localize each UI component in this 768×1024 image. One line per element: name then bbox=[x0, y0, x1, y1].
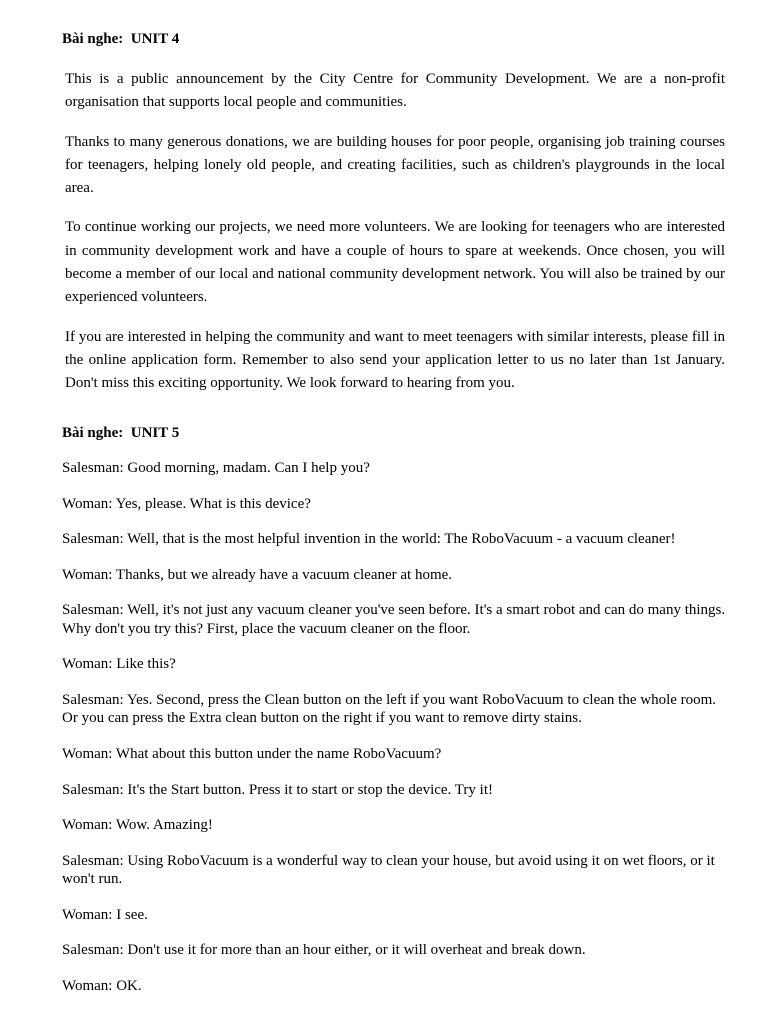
dialogue-line: Woman: OK. bbox=[62, 977, 142, 994]
unit4-transcript bbox=[65, 68, 725, 412]
unit4-paragraph-1: This is a public announcement by the City Centre for Community Development. We are a non-profit organisation that supports local people and communities. bbox=[65, 71, 725, 111]
dialogue-line: Salesman: Yes. Second, press the Clean button on the left if you want RoboVacuum to clean the whole room. Or you can press the Extra clean button on the right if you want to remove dirty stains. bbox=[62, 691, 717, 727]
dialogue-line: Salesman: Good morning, madam. Can I help you? bbox=[62, 460, 370, 476]
dialogue-line: Salesman: It's the Start button. Press it to start or stop the device. Try it! bbox=[62, 781, 494, 798]
dialogue-line: Woman: Like this? bbox=[62, 656, 176, 673]
dialogue-line: Salesman: Don't use it for more than an hour either, or it will overheat and break down. bbox=[62, 942, 586, 959]
unit4-paragraph-4: If you are interested in helping the community and want to meet teenagers with similar interests, please fill in the online application form. Remember to also send your application letter to us no later than 1st January. Don't miss this exciting opportunity. We look forward to hearing from you. bbox=[65, 328, 725, 392]
dialogue-line: Woman: What about this button under the name RoboVacuum? bbox=[62, 745, 442, 762]
unit5-heading: Bài nghe: UNIT 5 bbox=[62, 425, 180, 441]
unit4-paragraph-3: To continue working our projects, we need more volunteers. We are looking for teenagers who are interested in community development work and have a couple of hours to spare at weekends. Once chosen, you will become a member of our local and national community development network. You will also be trained by our experienced volunteers. bbox=[65, 219, 725, 306]
unit4-paragraph-2: Thanks to many generous donations, we are building houses for poor people, organising job training courses for teenagers, helping lonely old people, and creating facilities, such as children's playgrounds in the local area. bbox=[65, 133, 725, 197]
dialogue-line: Woman: I see. bbox=[62, 906, 148, 923]
dialogue-line: Woman: Wow. Amazing! bbox=[62, 817, 213, 834]
dialogue-line: Woman: Thanks, but we already have a vacuum cleaner at home. bbox=[62, 566, 453, 583]
dialogue-line: Woman: Yes, please. What is this device? bbox=[62, 495, 311, 512]
dialogue-line: Salesman: Well, that is the most helpful invention in the world: The RoboVacuum - a vacuum cleaner! bbox=[62, 531, 676, 548]
unit5-dialogue bbox=[62, 459, 726, 1013]
unit4-heading: Bài nghe: UNIT 4 bbox=[62, 31, 180, 47]
dialogue-line: Salesman: Well, it's not just any vacuum cleaner you've seen before. It's a smart robot and can do many things. Why don't you try this? First, place the vacuum cleaner on the floor. bbox=[62, 602, 726, 637]
dialogue-line: Salesman: Using RoboVacuum is a wonderful way to clean your house, but avoid using it on wet floors, or it won't run. bbox=[62, 852, 715, 888]
